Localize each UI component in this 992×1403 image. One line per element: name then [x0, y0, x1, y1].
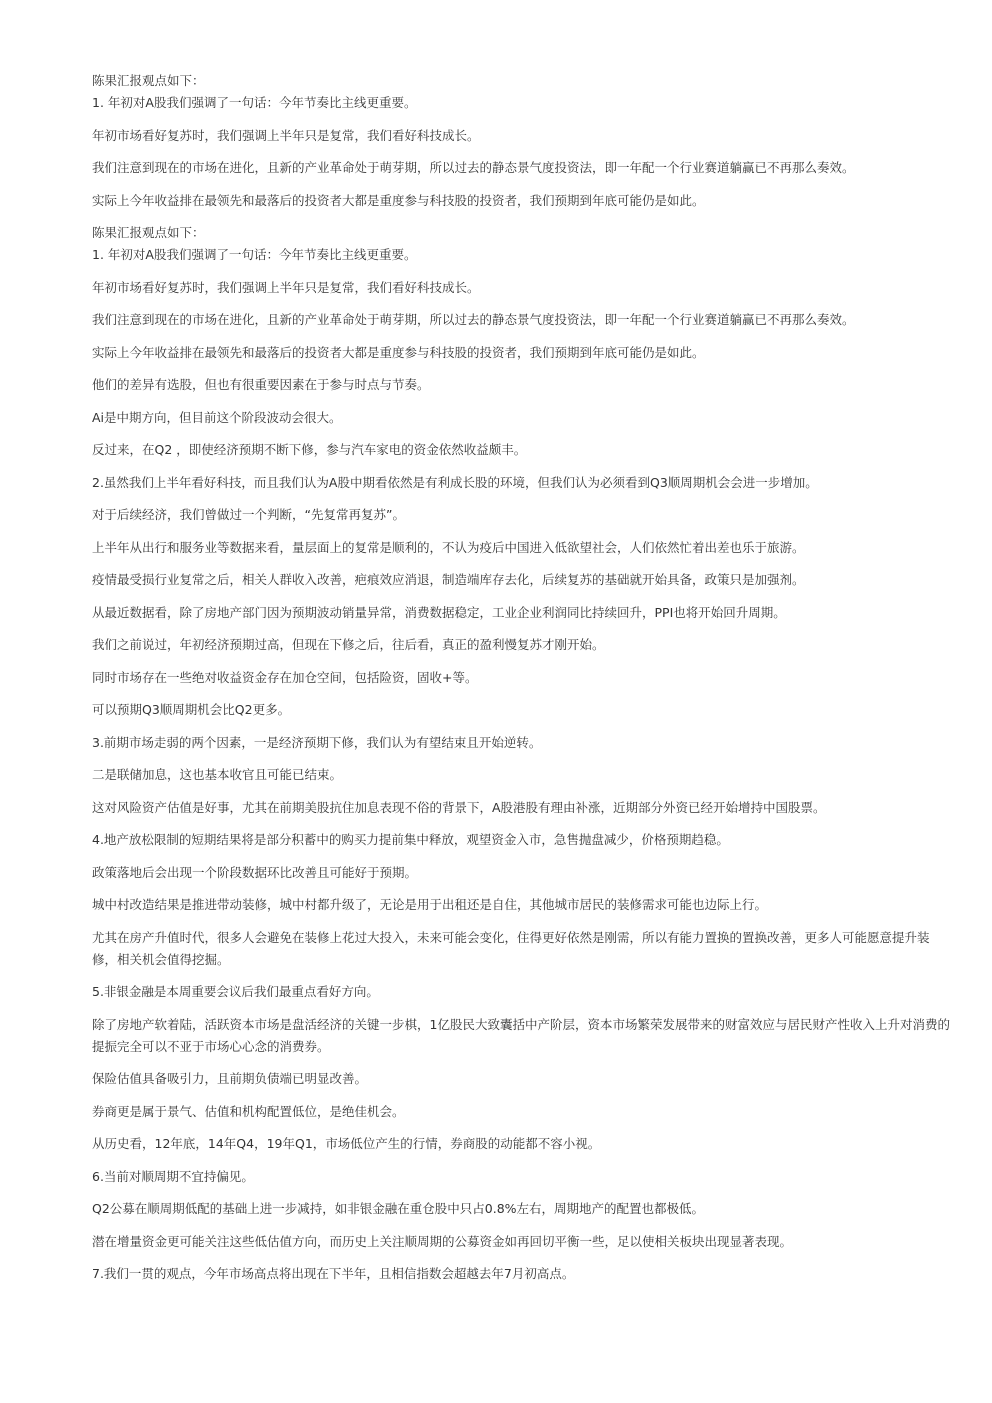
- paragraph: 6.当前对顺周期不宜持偏见。: [92, 1168, 254, 1184]
- paragraph: 尤其在房产升值时代，很多人会避免在装修上花过大投入，未来可能会变化，住得更好依然是刚需，所以有能力置换的置换改善，更多人可能愿意提升装修，相关机会值得挖掘。: [92, 929, 930, 967]
- paragraph: 上半年从出行和服务业等数据来看，量层面上的复常是顺利的，不认为疫后中国进入低欲望社会，人们依然忙着出差也乐于旅游。: [92, 539, 805, 555]
- paragraph: 我们之前说过，年初经济预期过高，但现在下修之后，往后看，真正的盈利慢复苏才刚开始。: [92, 637, 605, 652]
- paragraph: 这对风险资产估值是好事，尤其在前期美股抗住加息表现不俗的背景下，A股港股有理由补涨，近期部分外资已经开始增持中国股票。: [92, 799, 826, 815]
- paragraph: 我们注意到现在的市场在进化，且新的产业革命处于萌芽期，所以过去的静态景气度投资法，即一年配一个行业赛道躺赢已不再那么奏效。: [92, 312, 855, 327]
- paragraph: 政策落地后会出现一个阶段数据环比改善且可能好于预期。: [92, 864, 418, 880]
- paragraph: 对于后续经济，我们曾做过一个判断，“先复常再复苏”。: [92, 507, 405, 522]
- paragraph: 从最近数据看，除了房地产部门因为预期波动销量异常，消费数据稳定，工业企业利润同比持续回升，PPI也将开始回升周期。: [92, 604, 786, 620]
- paragraph: 3.前期市场走弱的两个因素，一是经济预期下修，我们认为有望结束且开始逆转。: [92, 734, 542, 750]
- paragraph: 券商更是属于景气、估值和机构配置低位，是绝佳机会。: [92, 1103, 405, 1119]
- paragraph: 保险估值具备吸引力，且前期负债端已明显改善。: [92, 1071, 368, 1086]
- paragraph: 疫情最受损行业复常之后，相关人群收入改善，疤痕效应消退，制造端库存去化，后续复苏的基础就开始具备，政策只是加强剂。: [92, 572, 805, 587]
- paragraph: 年初市场看好复苏时，我们强调上半年只是复常，我们看好科技成长。: [92, 127, 480, 143]
- paragraph: Ai是中期方向，但目前这个阶段波动会很大。: [92, 409, 342, 425]
- document-body: [92, 70, 952, 1296]
- paragraph: 城中村改造结果是推进带动装修，城中村都升级了，无论是用于出租还是自住，其他城市居民的装修需求可能也边际上行。: [92, 897, 768, 912]
- paragraph-heading: 陈果汇报观点如下：: [92, 225, 205, 240]
- paragraph: 二是联储加息，这也基本收官且可能已结束。: [92, 767, 343, 782]
- paragraph: 潜在增量资金更可能关注这些低估值方向，而历史上关注顺周期的公募资金如再回切平衡一些，足以使相关板块出现显著表现。: [92, 1233, 793, 1249]
- paragraph: 我们注意到现在的市场在进化，且新的产业革命处于萌芽期，所以过去的静态景气度投资法，即一年配一个行业赛道躺赢已不再那么奏效。: [92, 160, 855, 175]
- paragraph: 5.非银金融是本周重要会议后我们最重点看好方向。: [92, 984, 379, 999]
- paragraph: 7.我们一贯的观点，今年市场高点将出现在下半年，且相信指数会超越去年7月初高点。: [92, 1266, 575, 1281]
- paragraph: 反过来，在Q2 ，即使经济预期不断下修，参与汽车家电的资金依然收益颇丰。: [92, 442, 527, 457]
- paragraph: 年初市场看好复苏时，我们强调上半年只是复常，我们看好科技成长。: [92, 279, 480, 295]
- paragraph: 可以预期Q3顺周期机会比Q2更多。: [92, 702, 291, 717]
- paragraph: 同时市场存在一些绝对收益资金存在加仓空间，包括险资，固收+等。: [92, 669, 478, 685]
- paragraph: 4.地产放松限制的短期结果将是部分积蓄中的购买力提前集中释放，观望资金入市，急售抛盘减少，价格预期趋稳。: [92, 832, 729, 847]
- paragraph: 实际上今年收益排在最领先和最落后的投资者大都是重度参与科技股的投资者，我们预期到年底可能仍是如此。: [92, 344, 705, 360]
- paragraph: 2.虽然我们上半年看好科技，而且我们认为A股中期看依然是有利成长股的环境，但我们认为必须看到Q3顺周期机会会进一步增加。: [92, 474, 818, 490]
- paragraph: 实际上今年收益排在最领先和最落后的投资者大都是重度参与科技股的投资者，我们预期到年底可能仍是如此。: [92, 192, 705, 208]
- paragraph-heading: 陈果汇报观点如下：: [92, 73, 205, 88]
- paragraph: 他们的差异有选股，但也有很重要因素在于参与时点与节奏。: [92, 377, 430, 392]
- paragraph: 1. 年初对A股我们强调了一句话：今年节奏比主线更重要。: [92, 95, 417, 110]
- paragraph: 从历史看，12年底，14年Q4，19年Q1，市场低位产生的行情，券商股的动能都不容小视。: [92, 1136, 601, 1151]
- paragraph: 除了房地产软着陆，活跃资本市场是盘活经济的关键一步棋，1亿股民大致囊括中产阶层，资本市场繁荣发展带来的财富效应与居民财产性收入上升对消费的提振完全可以不亚于市场心心念的消费券。: [92, 1016, 950, 1054]
- paragraph: Q2公募在顺周期低配的基础上进一步减持，如非银金融在重仓股中只占0.8%左右，周期地产的配置也都极低。: [92, 1201, 705, 1216]
- paragraph: 1. 年初对A股我们强调了一句话：今年节奏比主线更重要。: [92, 247, 417, 262]
